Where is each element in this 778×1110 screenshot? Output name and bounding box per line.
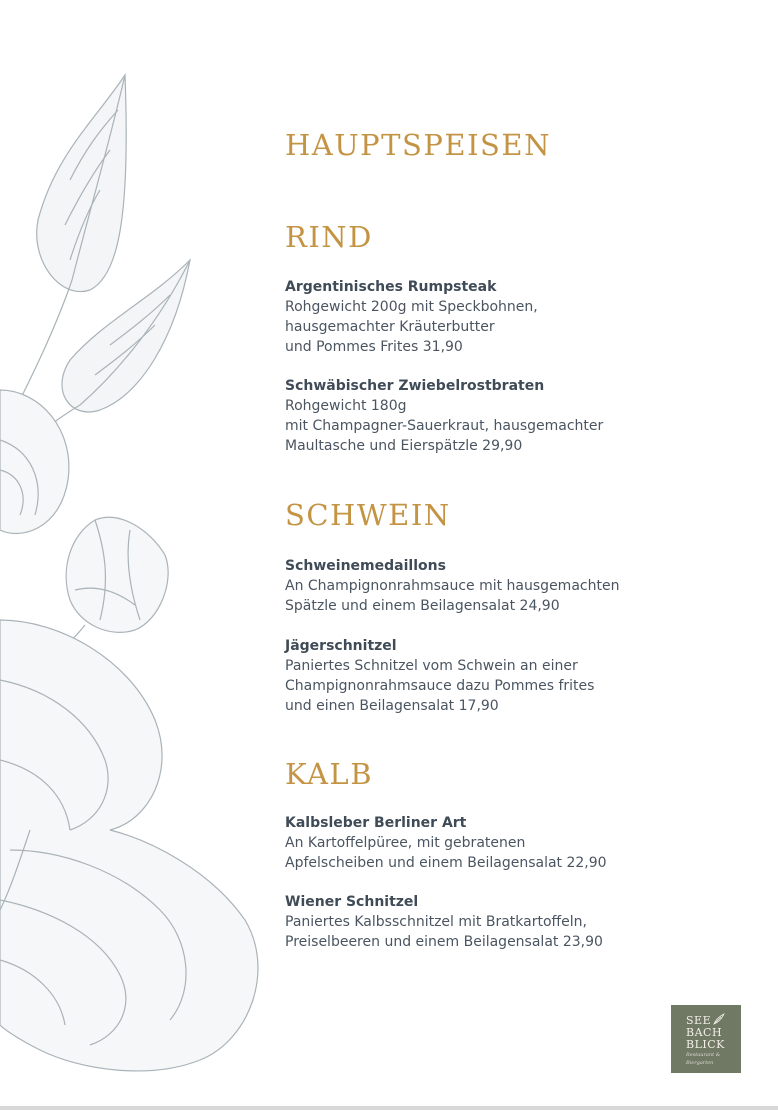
- section-title-rind: RIND: [285, 220, 373, 254]
- dish-item: [285, 892, 755, 952]
- dish-description: Apfelscheiben und einem Beilagensalat 22,90: [285, 855, 607, 871]
- dish-description: An Champignonrahmsauce mit hausgemachten: [285, 578, 620, 594]
- dish-item: [285, 277, 755, 357]
- dish-name: Jägerschnitzel: [285, 638, 397, 654]
- logo-tagline: Restaurant & Biergarten: [686, 1052, 721, 1066]
- logo-text: BLICK: [686, 1038, 725, 1051]
- dish-description: Maultasche und Eierspätzle 29,90: [285, 438, 523, 454]
- section-title-kalb: KALB: [285, 757, 374, 791]
- section-title-schwein: SCHWEIN: [285, 498, 451, 532]
- dish-name: Argentinisches Rumpsteak: [285, 279, 497, 295]
- dish-item: [285, 556, 755, 616]
- flower-large: [0, 620, 258, 1071]
- logo-text: BACH: [686, 1026, 723, 1039]
- dish-description: und einen Beilagensalat 17,90: [285, 698, 499, 714]
- dish-item: [285, 376, 755, 456]
- dish-description: mit Champagner-Sauerkraut, hausgemachter: [285, 418, 604, 434]
- leaf-icon: [713, 1013, 725, 1025]
- page-title: HAUPTSPEISEN: [285, 128, 551, 162]
- page-bottom-divider: [0, 1106, 778, 1110]
- dish-name: Schweinemedaillons: [285, 558, 446, 574]
- dish-name: Kalbsleber Berliner Art: [285, 815, 467, 831]
- dish-description: An Kartoffelpüree, mit gebratenen: [285, 835, 526, 851]
- dish-description: Preiselbeeren und einem Beilagensalat 23,90: [285, 934, 603, 950]
- seebachblick-logo: [671, 1005, 741, 1073]
- dish-description: und Pommes Frites 31,90: [285, 339, 463, 355]
- dish-description: hausgemachter Kräuterbutter: [285, 319, 495, 335]
- dish-description: Champignonrahmsauce dazu Pommes frites: [285, 678, 595, 694]
- dish-description: Spätzle und einem Beilagensalat 24,90: [285, 598, 560, 614]
- dish-description: Paniertes Kalbsschnitzel mit Bratkartoffeln,: [285, 914, 587, 930]
- dish-description: Rohgewicht 180g: [285, 398, 407, 414]
- flower-upper: [0, 390, 69, 533]
- floral-illustration: [0, 60, 270, 1110]
- dish-item: [285, 813, 755, 873]
- logo-text: SEE: [686, 1014, 712, 1027]
- leaf-top: [37, 75, 127, 292]
- dish-name: Schwäbischer Zwiebelrostbraten: [285, 378, 545, 394]
- dish-description: Paniertes Schnitzel vom Schwein an einer: [285, 658, 578, 674]
- dish-name: Wiener Schnitzel: [285, 894, 419, 910]
- dish-item: [285, 636, 755, 716]
- dish-description: Rohgewicht 200g mit Speckbohnen,: [285, 299, 538, 315]
